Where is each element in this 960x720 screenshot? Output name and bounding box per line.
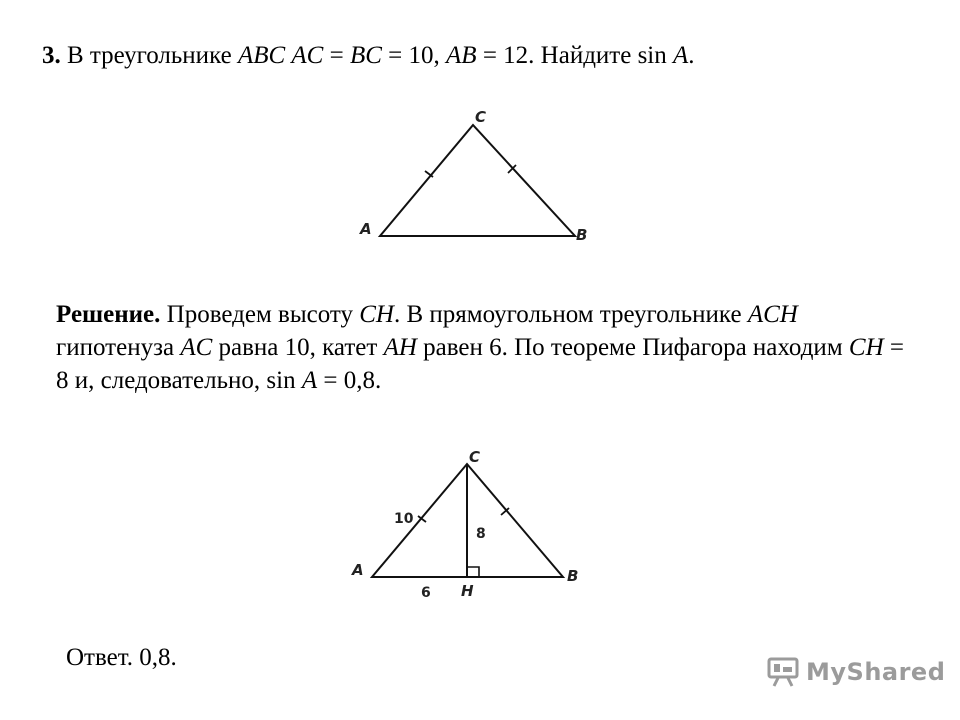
problem-text-3: = [323, 42, 350, 69]
problem-text-6: . [688, 42, 695, 69]
triangle-abc-figure [340, 95, 630, 255]
problem-statement [42, 40, 695, 72]
triangle-ach-figure [330, 440, 610, 610]
solution-side-ah: AH [383, 334, 417, 361]
vertex-label-h: H [461, 582, 474, 600]
solution-part-1: Проведем высоту [160, 301, 360, 328]
altitude-length-ch: 8 [476, 526, 486, 542]
problem-number: 3. [42, 42, 61, 69]
problem-side-bc: BC [349, 42, 382, 69]
solution-heading: Решение. [56, 301, 161, 328]
side-length-ah: 6 [421, 585, 431, 601]
solution-part-5: равен 6. По теореме Пифагора находим [416, 334, 849, 361]
solution-part-3: гипотенуза [56, 334, 181, 361]
problem-triangle-abc: ABC [237, 42, 286, 69]
vertex-label-c: C [475, 108, 487, 126]
problem-angle-a: A [673, 42, 689, 69]
solution-text [56, 298, 916, 397]
myshared-watermark [766, 652, 945, 692]
vertex-label-b: B [567, 567, 579, 585]
watermark-label: MyShared [806, 658, 946, 686]
vertex-label-c: C [469, 448, 481, 466]
solution-part-4: равна 10, катет [212, 334, 384, 361]
problem-text-5: = 12. Найдите sin [476, 42, 674, 69]
problem-text-4: = 10, [381, 42, 447, 69]
solution-side-ac: AC [180, 334, 213, 361]
solution-angle-a: A [301, 367, 318, 394]
right-angle-mark [467, 567, 479, 577]
solution-part-7: = 0,8. [317, 367, 382, 394]
answer-text: Ответ. 0,8. [66, 644, 177, 671]
presentation-board-icon [766, 656, 800, 688]
solution-part-2: . В прямоугольном треугольнике [393, 301, 748, 328]
solution-part-6: = 8 и, следовательно, sin [56, 334, 904, 394]
vertex-label-b: B [576, 226, 588, 244]
problem-text-1: В треугольнике [60, 42, 238, 69]
problem-side-ab: AB [446, 42, 477, 69]
solution-segment-ch: CH [359, 301, 394, 328]
vertex-label-a: A [360, 220, 372, 238]
side-length-ac: 10 [394, 511, 414, 527]
triangle-abc [380, 125, 575, 236]
vertex-label-a: A [352, 561, 364, 579]
solution-triangle-ach: ACH [747, 301, 798, 328]
solution-segment-ch-2: CH [848, 334, 884, 361]
problem-side-ac: AC [291, 42, 324, 69]
